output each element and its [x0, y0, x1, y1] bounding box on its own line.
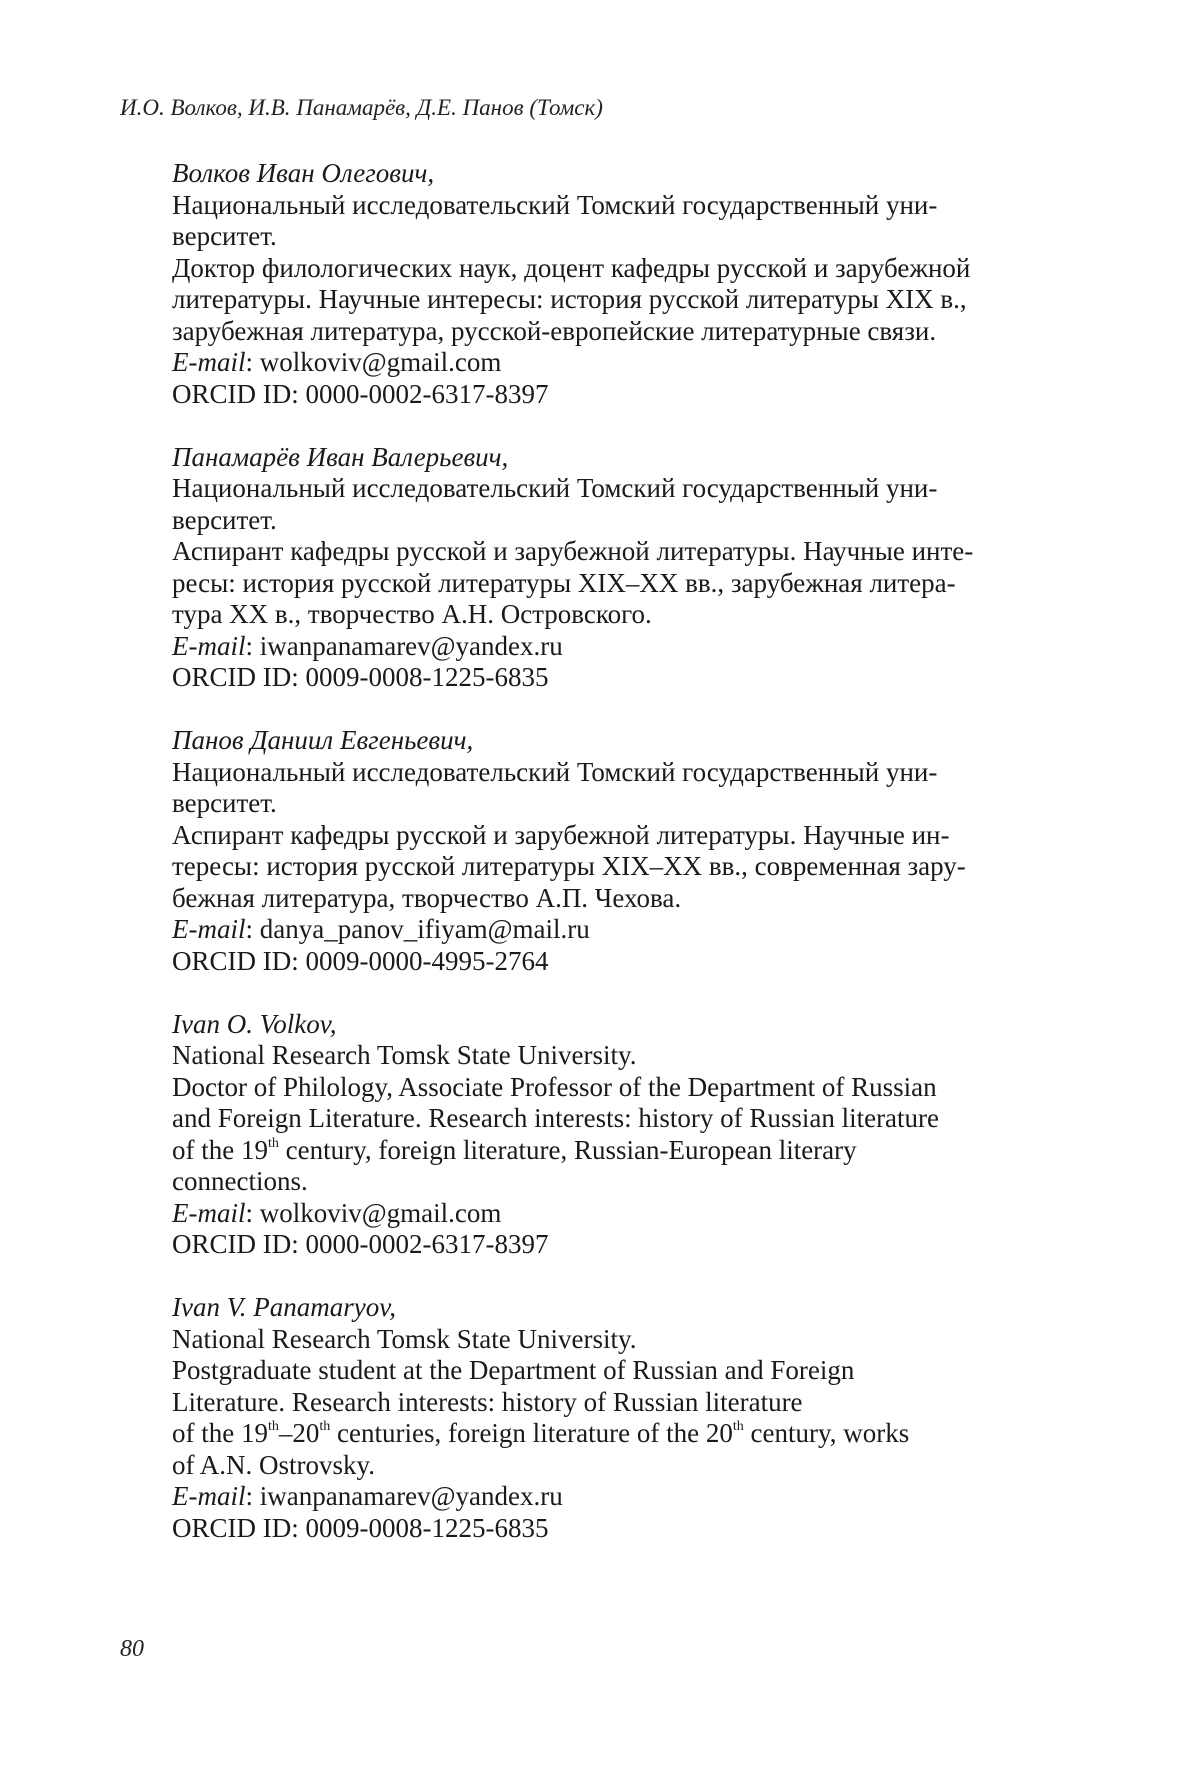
affiliation-line: Национальный исследовательский Томский государственный уни- [172, 757, 1102, 789]
affiliation-line: National Research Tomsk State University. [172, 1040, 1102, 1072]
email-address[interactable]: : wolkoviv@gmail.com [246, 1198, 502, 1228]
description-line: зарубежная литература, русской-европейские литературные связи. [172, 316, 1102, 348]
description-line: of A.N. Ostrovsky. [172, 1450, 1102, 1482]
orcid-line: ORCID ID: 0000-0002-6317-8397 [172, 1229, 1102, 1261]
description-line: литературы. Научные интересы: история русской литературы XIX в., [172, 284, 1102, 316]
ordinal-suffix: th [268, 1136, 279, 1151]
ordinal-suffix: th [268, 1419, 279, 1434]
affiliation-line: верситет. [172, 788, 1102, 820]
description-line: and Foreign Literature. Research interests: history of Russian literature [172, 1103, 1102, 1135]
description-line: Доктор филологических наук, доцент кафедры русской и зарубежной [172, 253, 1102, 285]
author-name: Панов Даниил Евгеньевич, [172, 725, 1102, 757]
email-address[interactable]: : wolkoviv@gmail.com [246, 347, 502, 377]
author-block-ru-volkov [172, 158, 1102, 410]
author-block-ru-panov [172, 725, 1102, 977]
email-line [172, 347, 1102, 379]
email-address[interactable]: : iwanpanamarev@yandex.ru [246, 1481, 563, 1511]
affiliation-line: Национальный исследовательский Томский государственный уни- [172, 473, 1102, 505]
author-block-en-volkov [172, 1009, 1102, 1261]
description-line: Doctor of Philology, Associate Professor of the Department of Russian [172, 1072, 1102, 1104]
ordinal-suffix: th [319, 1419, 330, 1434]
author-block-ru-panamarev [172, 442, 1102, 694]
orcid-line: ORCID ID: 0000-0002-6317-8397 [172, 379, 1102, 411]
description-line: Literature. Research interests: history of Russian literature [172, 1387, 1102, 1419]
description-line [172, 1418, 1102, 1450]
email-label: E-mail [172, 347, 246, 377]
orcid-line: ORCID ID: 0009-0000-4995-2764 [172, 946, 1102, 978]
text-segment: of the 19 [172, 1418, 268, 1448]
text-segment: of the 19 [172, 1135, 268, 1165]
affiliation-line: Национальный исследовательский Томский государственный уни- [172, 190, 1102, 222]
author-block-en-panamaryov [172, 1292, 1102, 1544]
author-name: Панамарёв Иван Валерьевич, [172, 442, 1102, 474]
text-segment: centuries, foreign literature of the 20 [330, 1418, 733, 1448]
text-segment: century, foreign literature, Russian-European literary [279, 1135, 857, 1165]
author-info [172, 158, 1102, 1576]
description-line: тура XX в., творчество А.Н. Островского. [172, 599, 1102, 631]
email-line [172, 631, 1102, 663]
running-header: И.О. Волков, И.В. Панамарёв, Д.Е. Панов (Томск) [120, 92, 603, 124]
author-name: Ivan O. Volkov, [172, 1009, 1102, 1041]
description-line: бежная литература, творчество А.П. Чехова. [172, 883, 1102, 915]
text-segment: –20 [279, 1418, 320, 1448]
email-label: E-mail [172, 631, 246, 661]
orcid-line: ORCID ID: 0009-0008-1225-6835 [172, 662, 1102, 694]
email-line [172, 914, 1102, 946]
email-label: E-mail [172, 914, 246, 944]
text-segment: century, works [744, 1418, 909, 1448]
email-address[interactable]: : danya_panov_ifiyam@mail.ru [246, 914, 590, 944]
ordinal-suffix: th [733, 1419, 744, 1434]
email-label: E-mail [172, 1481, 246, 1511]
description-line: тересы: история русской литературы XIX–XX вв., современная зару- [172, 851, 1102, 883]
affiliation-line: верситет. [172, 221, 1102, 253]
email-line [172, 1481, 1102, 1513]
affiliation-line: National Research Tomsk State University. [172, 1324, 1102, 1356]
page-number: 80 [120, 1634, 144, 1664]
description-line [172, 1135, 1102, 1167]
description-line: connections. [172, 1166, 1102, 1198]
affiliation-line: верситет. [172, 505, 1102, 537]
description-line: ресы: история русской литературы XIX–XX вв., зарубежная литера- [172, 568, 1102, 600]
description-line: Postgraduate student at the Department of Russian and Foreign [172, 1355, 1102, 1387]
orcid-line: ORCID ID: 0009-0008-1225-6835 [172, 1513, 1102, 1545]
description-line: Аспирант кафедры русской и зарубежной литературы. Научные инте- [172, 536, 1102, 568]
author-name: Ivan V. Panamaryov, [172, 1292, 1102, 1324]
email-label: E-mail [172, 1198, 246, 1228]
description-line: Аспирант кафедры русской и зарубежной литературы. Научные ин- [172, 820, 1102, 852]
email-address[interactable]: : iwanpanamarev@yandex.ru [246, 631, 563, 661]
author-name: Волков Иван Олегович, [172, 158, 1102, 190]
email-line [172, 1198, 1102, 1230]
